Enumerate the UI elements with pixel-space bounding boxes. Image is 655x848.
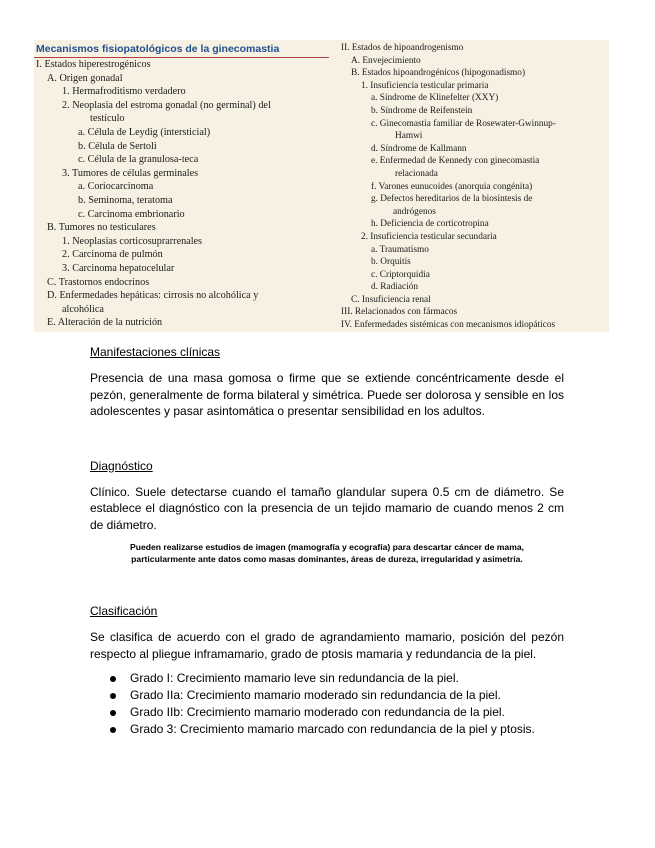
outline-item: 1. Hermafroditismo verdadero — [62, 86, 186, 98]
outline-item: C. Insuficiencia renal — [351, 294, 431, 305]
outline-item: 2. Insuficiencia testicular secundaria — [361, 231, 497, 242]
bullet-icon — [110, 710, 116, 716]
outline-item: IV. Enfermedades sistémicas con mecanismos idiopáticos — [341, 320, 556, 331]
outline-item: a. Traumatismo — [371, 244, 429, 255]
outline-item: b. Orquitis — [371, 257, 411, 268]
table-title: Mecanismos fisiopatológicos de la ginecomastia — [34, 40, 329, 58]
paragraph-manifestaciones: Presencia de una masa gomosa o firme que se extiende concéntricamente desde el pezón, generalmente de forma bilateral y simétrica. Puede ser dolorosa y sensible en los adolescentes y pasar asintomática o presentar sensibilidad en los adultos. — [90, 371, 564, 418]
outline-item: c. Criptorquidia — [371, 269, 430, 280]
outline-item: d. Radiación — [371, 282, 418, 293]
outline-item: 1. Insuficiencia testicular primaria — [361, 80, 489, 91]
outline-item: III. Relacionados con fármacos — [341, 307, 458, 318]
outline-item: testículo — [90, 113, 125, 125]
outline-item: b. Síndrome de Reifenstein — [371, 105, 473, 116]
outline-item: A. Origen gonadal — [47, 72, 123, 84]
mechanisms-table-image — [34, 40, 609, 332]
outline-item: g. Defectos hereditarios de la biosíntesis de — [371, 194, 533, 205]
imaging-note — [90, 541, 564, 565]
outline-item: B. Tumores no testiculares — [47, 222, 156, 234]
outline-item: a. Coriocarcinoma — [78, 181, 154, 193]
outline-item: 3. Carcinoma hepatocelular — [62, 262, 175, 274]
outline-item: E. Alteración de la nutrición — [47, 317, 163, 329]
list-item: Grado IIb: Crecimiento mamario moderado con redundancia de la piel. — [110, 704, 564, 721]
heading-clasificacion: Clasificación — [90, 604, 158, 618]
outline-item: c. Célula de la granulosa-teca — [78, 154, 199, 166]
outline-item: relacionada — [395, 168, 438, 179]
outline-item: alcohólica — [62, 303, 104, 315]
outline-item: 1. Neoplasias corticosuprarrenales — [62, 235, 203, 247]
outline-item: andrógenos — [393, 206, 436, 217]
outline-item: b. Seminoma, teratoma — [78, 194, 173, 206]
list-item: Grado IIa: Crecimiento mamario moderado sin redundancia de la piel. — [110, 687, 564, 704]
imaging-note-line1: Pueden realizarse estudios de imagen (mamografía y ecografía) para descartar cáncer de mama, — [129, 542, 525, 552]
paragraph-clasificacion: Se clasifica de acuerdo con el grado de agrandamiento mamario, posición del pezón respecto al pliegue inframamario, grado de ptosis mamaria y redundancia de la piel. — [90, 630, 564, 661]
outline-item: b. Célula de Sertoli — [78, 140, 157, 152]
outline-item: I. Estados hiperestrogénicos — [36, 59, 151, 70]
outline-item: h. Deficiencia de corticotropina — [371, 219, 489, 230]
list-item: Grado I: Crecimiento mamario leve sin redundancia de la piel. — [110, 670, 564, 687]
outline-item: c. Carcinoma embrionario — [78, 208, 185, 220]
outline-item: 3. Tumores de células germinales — [62, 167, 199, 179]
outline-item: e. Enfermedad de Kennedy con ginecomastia — [371, 156, 540, 167]
outline-item: A. Envejecimiento — [351, 55, 421, 66]
table-left-column — [34, 40, 329, 332]
table-right-column — [339, 40, 609, 332]
outline-item: 2. Carcinoma de pulmón — [62, 249, 163, 261]
outline-item: II. Estados de hipoandrogenismo — [341, 43, 464, 53]
grades-list — [90, 670, 564, 738]
outline-item: a. Síndrome de Klinefelter (XXY) — [371, 93, 499, 104]
paragraph-diagnostico: Clínico. Suele detectarse cuando el tamaño glandular supera 0.5 cm de diámetro. Se establece el diagnóstico con la presencia de un tejido mamario de cuando menos 2 cm de diámetro. — [90, 484, 564, 532]
outline-item: D. Enfermedades hepáticas: cirrosis no alcohólica y — [47, 290, 259, 302]
bullet-icon — [110, 727, 116, 733]
heading-manifestaciones: Manifestaciones clínicas — [90, 345, 221, 359]
outline-item: 2. Neoplasia del estroma gonadal (no germinal) del — [62, 99, 271, 111]
outline-item: Hamwi — [395, 131, 423, 142]
bullet-icon — [110, 676, 116, 682]
list-item: Grado 3: Crecimiento mamario marcado con redundancia de la piel y ptosis. — [110, 721, 564, 738]
outline-item: d. Síndrome de Kallmann — [371, 143, 467, 154]
imaging-note-line2: particularmente ante datos como masas dominantes, áreas de dureza, irregularidad y asimetría. — [131, 554, 523, 564]
bullet-icon — [110, 693, 116, 699]
outline-item: C. Trastornos endocrinos — [47, 276, 150, 288]
outline-item: c. Ginecomastia familiar de Rosewater-Gwinnup- — [371, 118, 556, 129]
heading-diagnostico: Diagnóstico — [90, 458, 153, 473]
outline-item: a. Célula de Leydig (intersticial) — [78, 126, 211, 138]
outline-item: B. Estados hipoandrogénicos (hipogonadismo) — [351, 68, 526, 79]
main-content — [90, 344, 564, 738]
outline-item: f. Varones eunucoides (anorquia congénita) — [371, 181, 533, 192]
